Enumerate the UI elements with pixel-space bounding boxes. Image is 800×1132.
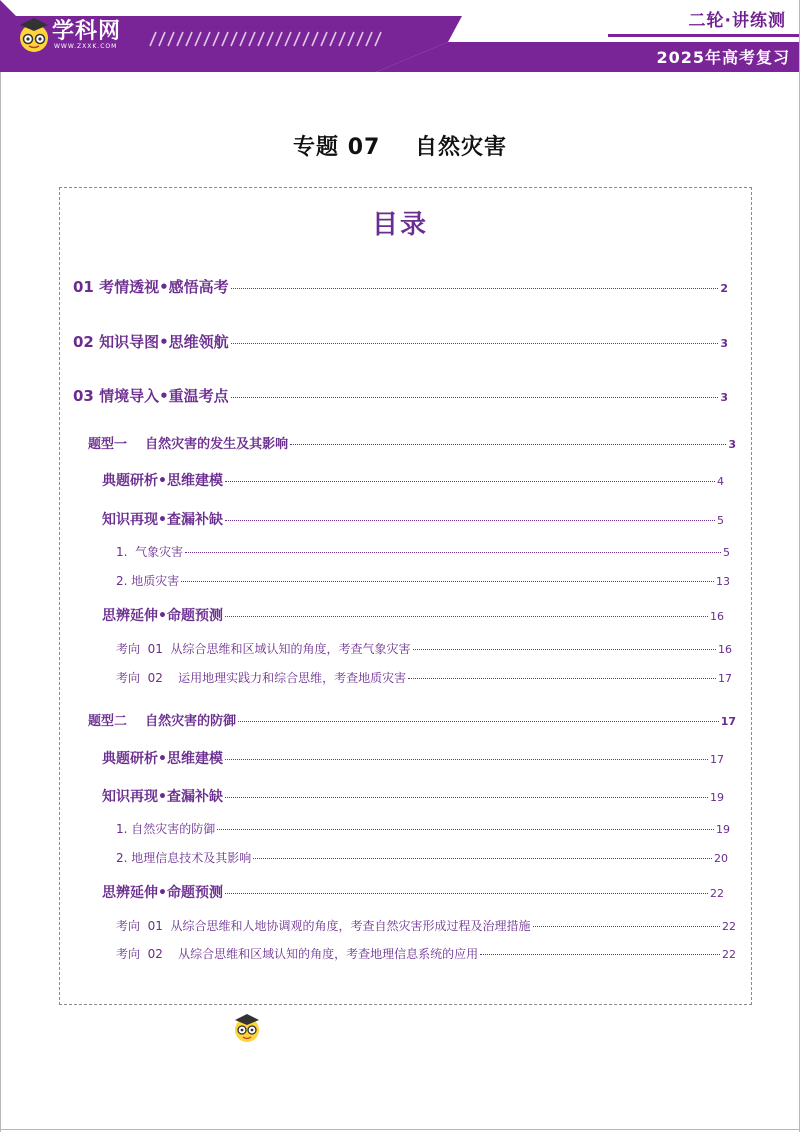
toc-leader — [225, 481, 715, 482]
toc-entry-label: 题型一 自然灾害的发生及其影响 — [88, 437, 289, 452]
toc-entry-label: 02 知识导图•思维领航 — [73, 333, 229, 351]
toc-entry[interactable] — [116, 917, 736, 934]
toc-leader — [231, 288, 719, 289]
toc-entry-page: 16 — [710, 610, 724, 623]
toc-leader — [225, 520, 715, 521]
toc-entry-page: 3 — [720, 337, 728, 350]
toc-leader — [533, 926, 720, 927]
toc-leader — [225, 893, 708, 894]
toc-entry-page: 4 — [717, 475, 724, 488]
logo-text: 学科网 — [52, 19, 122, 44]
toc-leader — [290, 444, 726, 445]
toc-entry[interactable] — [102, 470, 724, 490]
toc-entry-page: 22 — [710, 887, 724, 900]
toc-leader — [225, 759, 708, 760]
toc-entry-page: 5 — [717, 514, 724, 527]
toc-heading: 目录 — [371, 210, 428, 240]
toc-entry-label: 考向 01 从综合思维和人地协调观的角度，考查自然灾害形成过程及治理措施 — [116, 919, 531, 933]
toc-entry-label: 考向 01 从综合思维和区域认知的角度，考查气象灾害 — [116, 642, 411, 656]
toc-entry-page: 17 — [710, 753, 724, 766]
footer-mascot-icon — [233, 1012, 261, 1044]
toc-leader — [231, 343, 719, 344]
toc-entry-label: 知识再现•查漏补缺 — [102, 789, 223, 805]
document-title: 专题 07 自然灾害 — [293, 135, 507, 160]
toc-entry[interactable] — [116, 640, 732, 657]
toc-entry-label: 03 情境导入•重温考点 — [73, 387, 229, 405]
toc-leader — [238, 721, 719, 722]
toc-leader — [408, 678, 716, 679]
logo-mascot-icon — [20, 18, 48, 52]
toc-entry-page: 17 — [718, 672, 732, 685]
toc-entry[interactable] — [73, 385, 728, 406]
page-border-bottom — [0, 1129, 800, 1130]
toc-leader — [253, 858, 712, 859]
toc-entry-label: 1. 自然灾害的防御 — [116, 822, 216, 836]
toc-entry-page: 22 — [722, 948, 736, 961]
toc-entry-page: 17 — [720, 715, 736, 728]
toc-entry[interactable] — [102, 509, 724, 529]
toc-leader — [225, 797, 708, 798]
toc-leader — [231, 397, 719, 398]
toc-entry-page: 20 — [714, 852, 728, 865]
toc-leader — [480, 954, 720, 955]
toc-entry-label: 考向 02 从综合思维和区域认知的角度，考查地理信息系统的应用 — [116, 947, 479, 961]
toc-leader — [225, 616, 708, 617]
toc-entry-page: 3 — [720, 391, 728, 404]
toc-entry[interactable] — [102, 605, 724, 625]
toc-entry-label: 题型二 自然灾害的防御 — [88, 714, 237, 729]
toc-entry-label: 思辨延伸•命题预测 — [102, 885, 223, 901]
toc-entry[interactable] — [116, 945, 736, 962]
toc-entry[interactable] — [102, 882, 724, 902]
toc-entry[interactable] — [116, 849, 728, 866]
toc-entry-page: 16 — [718, 643, 732, 656]
toc-leader — [185, 552, 721, 553]
toc-entry-label: 知识再现•查漏补缺 — [102, 512, 223, 528]
page-header — [0, 0, 800, 72]
header-right-line — [608, 34, 800, 37]
toc-entry-page: 19 — [710, 791, 724, 804]
toc-entry-label: 典题研析•思维建模 — [102, 751, 223, 767]
toc-entry[interactable] — [88, 433, 736, 452]
toc-leader — [181, 581, 714, 582]
toc-entry-page: 5 — [723, 546, 730, 559]
toc-entry[interactable] — [116, 543, 730, 560]
toc-entry[interactable] — [88, 710, 736, 729]
toc-entry[interactable] — [73, 331, 728, 352]
toc-entry-label: 2. 地质灾害 — [116, 574, 180, 588]
toc-leader — [217, 829, 714, 830]
toc-entry-label: 考向 02 运用地理实践力和综合思维，考查地质灾害 — [116, 671, 407, 685]
toc-leader — [413, 649, 716, 650]
toc-entry[interactable] — [116, 669, 732, 686]
toc-entry-label: 典题研析•思维建模 — [102, 473, 223, 489]
toc-entry-label: 1. 气象灾害 — [116, 545, 184, 559]
toc-entry[interactable] — [102, 786, 724, 806]
toc-entry-page: 2 — [720, 282, 728, 295]
logo-url: WWW.ZXXK.COM — [54, 43, 118, 50]
toc-entry-page: 22 — [722, 920, 736, 933]
toc-entry-label: 2. 地理信息技术及其影响 — [116, 851, 252, 865]
toc-entry[interactable] — [73, 276, 728, 297]
toc-entry-label: 思辨延伸•命题预测 — [102, 608, 223, 624]
toc-entry-page: 3 — [728, 438, 736, 451]
review-title: 2025年高考复习 — [656, 48, 790, 67]
toc-entry-page: 19 — [716, 823, 730, 836]
toc-entry[interactable] — [102, 748, 724, 768]
toc-entry[interactable] — [116, 572, 730, 589]
series-title: 二轮·讲练测 — [688, 11, 786, 31]
toc-entry-label: 01 考情透视•感悟高考 — [73, 278, 229, 296]
toc-entry[interactable] — [116, 820, 730, 837]
toc-entry-page: 13 — [716, 575, 730, 588]
